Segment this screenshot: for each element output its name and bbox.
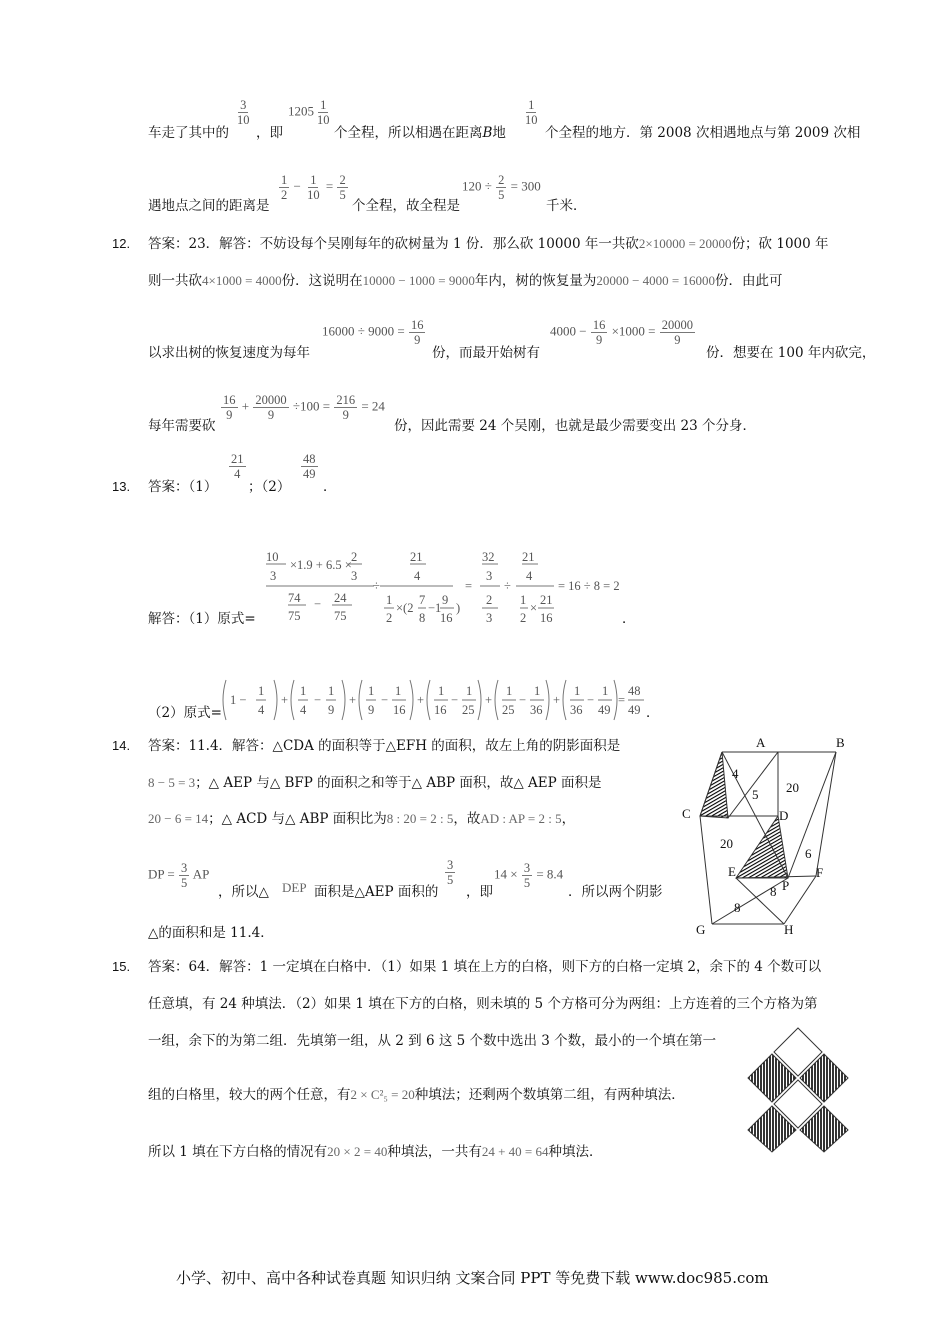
svg-text:1: 1 xyxy=(520,593,527,607)
svg-text:1: 1 xyxy=(466,684,473,698)
p11-l1-c: 个全程，所以相遇在距离B地 xyxy=(334,125,506,141)
svg-text:1: 1 xyxy=(368,684,375,698)
svg-text:16: 16 xyxy=(540,611,553,625)
p14-line4-dep: DEP xyxy=(282,880,307,895)
label-b: B xyxy=(836,735,845,750)
svg-text:+: + xyxy=(485,693,493,707)
label-h: H xyxy=(784,922,794,937)
p12-expr-rate: 16000 ÷ 9000 = $\frac{16}{9}$ xyxy=(322,318,424,347)
svg-text:=: = xyxy=(618,693,626,707)
svg-text:36: 36 xyxy=(570,703,583,717)
p12-expr-per-year: $\frac{16}{9}$ + $\frac{20000}{9}$ ÷100 = $\frac{216}{9}$ = 24 xyxy=(223,393,385,422)
svg-text:21: 21 xyxy=(410,550,423,564)
p11-l1-e: 个全程的地方．第 2008 次相遇地点与第 2009 次相 xyxy=(545,125,861,141)
value-8-left: 8 xyxy=(734,900,741,915)
p12-line4-b: 份，因此需要 24 个吴刚，也就是最少需要变出 23 个分身． xyxy=(394,418,757,434)
value-8-right: 8 xyxy=(770,884,777,899)
svg-text:): ) xyxy=(456,601,461,615)
svg-text:3: 3 xyxy=(351,569,358,583)
svg-text:21: 21 xyxy=(522,550,535,564)
p13-ans2: $\frac{48}{49}$ xyxy=(303,452,316,481)
svg-text:9: 9 xyxy=(442,593,449,607)
svg-text:4: 4 xyxy=(258,703,265,717)
svg-text:3: 3 xyxy=(486,611,493,625)
shaded-triangle-acd xyxy=(700,752,728,818)
value-5: 5 xyxy=(752,787,759,802)
p12-line3-b: 份，而最开始树有 xyxy=(432,345,540,361)
svg-text:4: 4 xyxy=(414,569,421,583)
p13-line1-b: ；（2） xyxy=(248,479,291,495)
svg-text:16: 16 xyxy=(393,703,406,717)
svg-text:74: 74 xyxy=(288,591,301,605)
svg-text:1: 1 xyxy=(328,684,335,698)
p12-number: 12. xyxy=(112,236,131,251)
svg-text:×1.9 + 6.5 ×: ×1.9 + 6.5 × xyxy=(290,558,352,572)
svg-text:21: 21 xyxy=(540,593,553,607)
svg-text:−1: −1 xyxy=(428,601,442,615)
p12-line1: 答案：23．解答：不妨设每个吴刚每年的砍树量为 1 份．那么砍 10000 年一共砍2×10000 = 20000份；砍 1000 年 xyxy=(148,236,829,252)
p11-line1: 车走了其中的 xyxy=(148,125,229,141)
svg-text:16: 16 xyxy=(434,703,447,717)
p14-expr-84: 14 × $\frac{3}{5}$ = 8.4 xyxy=(494,861,564,890)
p14-line4-c: ，即 xyxy=(466,884,493,900)
p15-line4: 组的白格里，较大的两个任意，有2 × C²₅ = 20种填法；还剩两个数填第二组，有两种填法． xyxy=(148,1087,685,1103)
shaded-triangle-dep xyxy=(736,816,788,878)
svg-text:4: 4 xyxy=(526,569,533,583)
svg-text:−: − xyxy=(314,693,322,707)
svg-text:=: = xyxy=(465,579,473,593)
p14-number: 14. xyxy=(112,738,131,753)
svg-text:3: 3 xyxy=(486,569,493,583)
p14-line5: △的面积和是 11.4． xyxy=(148,925,274,941)
p15-number: 15. xyxy=(112,959,131,974)
svg-text:8: 8 xyxy=(419,611,426,625)
svg-text:1: 1 xyxy=(386,593,393,607)
p15-line5: 所以 1 填在下方白格的情况有20 × 2 = 40种填法，一共有24 + 40 = 64种填法． xyxy=(148,1144,603,1160)
p11-expr-total: 120 ÷ $\frac{2}{5}$ = 300 xyxy=(462,173,541,202)
p14-line2: 8 − 5 = 3；△ AEP 与△ BFP 的面积之和等于△ ABP 面积，故△ AEP 面积是 xyxy=(148,775,602,791)
p11-line2: 遇地点之间的距离是 xyxy=(148,198,270,214)
svg-text:−: − xyxy=(381,693,389,707)
svg-text:16: 16 xyxy=(440,611,453,625)
svg-text:25: 25 xyxy=(502,703,515,717)
svg-text:÷: ÷ xyxy=(373,579,380,593)
p11-l1-b: ，即 xyxy=(256,125,283,141)
p12-line3-a: 以求出树的恢复速度为每年 xyxy=(148,345,310,361)
svg-text:−: − xyxy=(451,693,459,707)
svg-text:×(2: ×(2 xyxy=(396,601,414,615)
svg-text:+: + xyxy=(417,693,425,707)
svg-text:+: + xyxy=(349,693,357,707)
svg-text:1: 1 xyxy=(258,684,265,698)
p12-line3-c: 份．想要在 100 年内砍完， xyxy=(706,345,876,361)
p11-frac-1-10: $\frac{1}{10}$ xyxy=(525,98,538,127)
svg-text:7: 7 xyxy=(419,593,426,607)
label-c: C xyxy=(682,806,691,821)
p15-line1: 答案：64．解答：1 一定填在白格中．（1）如果 1 填在上方的白格，则下方的白格一定填 2，余下的 4 个数可以 xyxy=(148,959,822,975)
p15-figure xyxy=(742,1024,854,1154)
value-6: 6 xyxy=(805,846,812,861)
svg-text:48: 48 xyxy=(628,684,641,698)
value-20-left: 20 xyxy=(720,836,733,851)
svg-text:24: 24 xyxy=(334,591,347,605)
label-a: A xyxy=(756,735,766,750)
p13-ans1: $\frac{21}{4}$ xyxy=(231,452,244,481)
p13-line3: （2）原式= xyxy=(148,705,222,721)
value-4: 4 xyxy=(732,766,739,781)
svg-text:+: + xyxy=(281,693,289,707)
p14-line4-a: ，所以△ xyxy=(218,884,269,900)
label-p: P xyxy=(782,878,790,893)
p13-line2: 解答：（1）原式= xyxy=(148,611,256,627)
svg-text:1: 1 xyxy=(602,684,609,698)
svg-text:−: − xyxy=(314,597,322,611)
p11-frac-3-10: $\frac{3}{10}$ xyxy=(237,98,250,127)
svg-text:×: × xyxy=(530,601,538,615)
p14-expr-dp: DP = $\frac{3}{5}$ AP xyxy=(148,861,210,890)
p11-l2-c: 千米． xyxy=(546,198,587,214)
svg-text:2: 2 xyxy=(486,593,493,607)
svg-text:1: 1 xyxy=(300,684,307,698)
p14-frac-3-5: $\frac{3}{5}$ xyxy=(447,858,454,887)
p12-line2: 则一共砍4×1000 = 4000份．这说明在10000 − 1000 = 9000年内，树的恢复量为20000 − 4000 = 16000份．由此可 xyxy=(148,273,783,289)
p13-number: 13. xyxy=(112,479,131,494)
label-e: E xyxy=(728,864,736,879)
p13-line1-c: ． xyxy=(323,479,337,495)
p14-line3: 20 − 6 = 14；△ ACD 与△ ABP 面积比为8 : 20 = 2 : 5，故AD : AP = 2 : 5， xyxy=(148,811,576,827)
p13-dot: ． xyxy=(622,611,636,627)
svg-text:25: 25 xyxy=(462,703,475,717)
svg-text:49: 49 xyxy=(598,703,611,717)
svg-text:1: 1 xyxy=(438,684,445,698)
label-d: D xyxy=(779,808,789,823)
svg-text:−: − xyxy=(519,693,527,707)
svg-text:÷: ÷ xyxy=(504,579,511,593)
p14-line1: 答案：11.4．解答：△CDA 的面积等于△EFH 的面积，故左上角的阴影面积是 xyxy=(148,738,621,754)
page-footer: 小学、初中、高中各种试卷真题 知识归纳 文案合同 PPT 等免费下载 www.doc985.com xyxy=(176,1269,769,1287)
p11-expr-diff: $\frac{1}{2}$ − $\frac{1}{10}$ = $\frac{2}{5}$ xyxy=(281,173,346,202)
svg-text:1: 1 xyxy=(506,684,513,698)
p15-line2: 任意填，有 24 种填法．（2）如果 1 填在下方的白格，则未填的 5 个方格可分为两组：上方连着的三个方格为第 xyxy=(148,996,818,1012)
svg-text:1: 1 xyxy=(395,684,402,698)
svg-text:−: − xyxy=(587,693,595,707)
svg-text:2: 2 xyxy=(386,611,393,625)
p12-line4-a: 每年需要砍 xyxy=(148,418,216,434)
svg-text:36: 36 xyxy=(530,703,543,717)
svg-text:4: 4 xyxy=(300,703,307,717)
p15-line3: 一组，余下的为第二组．先填第一组，从 2 到 6 这 5 个数中选出 3 个数，最小的一个填在第一 xyxy=(148,1033,717,1049)
label-g: G xyxy=(696,922,706,937)
svg-text:2: 2 xyxy=(351,550,358,564)
label-f: F xyxy=(816,865,824,880)
p13-expr1 xyxy=(258,548,638,626)
svg-text:75: 75 xyxy=(334,609,347,623)
p12-expr-initial: 4000 − $\frac{16}{9}$ ×1000 = $\frac{20000}{9}$ xyxy=(550,318,694,347)
p14-figure xyxy=(676,732,866,940)
svg-text:+: + xyxy=(553,693,561,707)
svg-text:75: 75 xyxy=(288,609,301,623)
p13-expr2 xyxy=(218,676,652,724)
svg-text:10: 10 xyxy=(266,550,279,564)
p11-l2-b: 个全程，故全程是 xyxy=(352,198,460,214)
svg-text:9: 9 xyxy=(368,703,375,717)
svg-text:3: 3 xyxy=(270,569,277,583)
p13-dot2: ． xyxy=(646,705,660,721)
p13-line1-a: 答案：（1） xyxy=(148,479,218,495)
svg-text:49: 49 xyxy=(628,703,641,717)
svg-text:= 16 ÷ 8 = 2: = 16 ÷ 8 = 2 xyxy=(558,579,620,593)
svg-text:9: 9 xyxy=(328,703,335,717)
p14-line4-b: 面积是△AEP 面积的 xyxy=(314,884,439,900)
svg-text:1 −: 1 − xyxy=(230,693,247,707)
svg-text:1: 1 xyxy=(574,684,581,698)
p11-mixed-1205: 1205 $\frac{1}{10}$ xyxy=(288,98,330,127)
svg-text:32: 32 xyxy=(482,550,495,564)
svg-text:2: 2 xyxy=(520,611,527,625)
svg-text:1: 1 xyxy=(534,684,541,698)
value-20-top: 20 xyxy=(786,780,799,795)
p14-line4-d: ．所以两个阴影 xyxy=(568,884,663,900)
